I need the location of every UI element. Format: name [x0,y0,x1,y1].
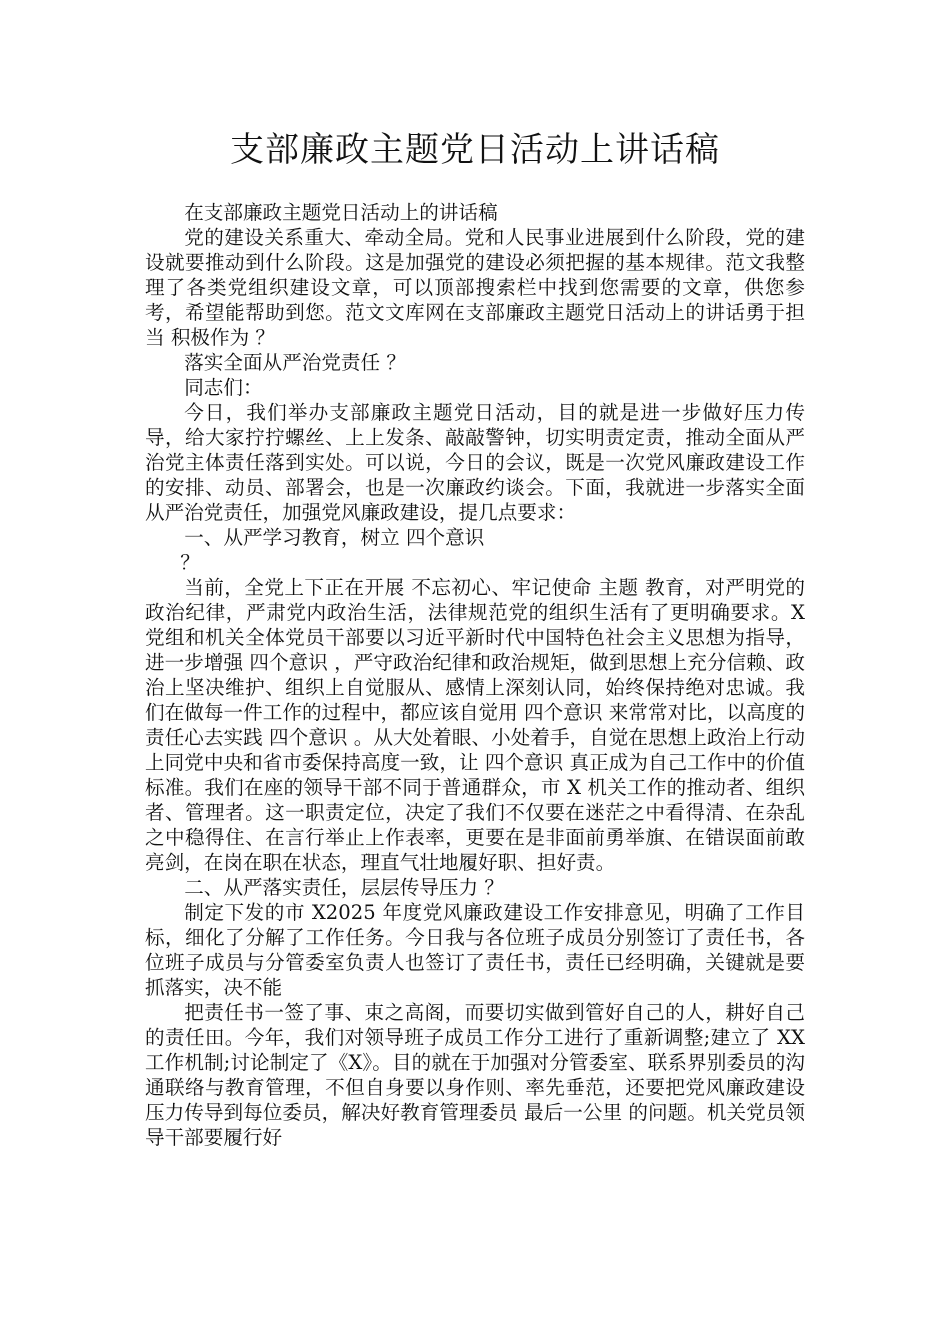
paragraph-opening: 今日，我们举办支部廉政主题党日活动，目的就是进一步做好压力传导，给大家拧拧螺丝、上上发条、敲敲警钟，切实明责定责，推动全面从严治党主体责任落到实处。可以说，今日的会议，既是一次党风廉政建设工作的安排、动员、部署会，也是一次廉政约谈会。下面，我就进一步落实全面从严治党责任，加强党风廉政建设，提几点要求： [145,401,805,524]
paragraph-section-2b: 把责任书一签了事、束之高阁，而要切实做到管好自己的人，耕好自己的责任田。今年，我们对领导班子成员工作分工进行了重新调整;建立了 XX 工作机制;讨论制定了《X》。目的就在于加强对分管委室、联系界别委员的沟通联络与教育管理，不但自身要以身作则、率先垂范，还要把党风廉政建设压力传导到每位委员，解决好教育管理委员 最后一公里 的问题。机关党员领导干部要履行好 [145,1001,805,1149]
paragraph-section-2a: 制定下发的市 X2025 年度党风廉政建设工作安排意见，明确了工作目标，细化了分解了工作任务。今日我与各位班子成员分别签订了责任书，各位班子成员与分管委室负责人也签订了责任书，责任已经明确，关键就是要抓落实，决不能 [145,901,805,999]
paragraph-intro: 党的建设关系重大、牵动全局。党和人民事业进展到什么阶段，党的建设就要推动到什么阶段。这是加强党的建设必须把握的基本规律。范文我整理了各类党组织建设文章，可以顶部搜索栏中找到您需要的文章，供您参考，希望能帮助到您。范文文库网在支部廉政主题党日活动上的讲话勇于担当 积极作为 ？ [145,226,805,349]
document-body [145,200,805,1150]
paragraph-subtitle: 在支部廉政主题党日活动上的讲话稿 [184,201,498,224]
section-heading-1-mark: ？ [180,551,200,574]
document-title: 支部廉政主题党日活动上讲话稿 [230,130,720,170]
paragraph-salutation: 同志们： [184,376,263,399]
paragraph-heading-main: 落实全面从严治党责任 ？ [184,351,406,374]
section-heading-2: 二、从严落实责任，层层传导压力 ？ [184,876,504,899]
paragraph-section-1: 当前，全党上下正在开展 不忘初心、牢记使命 主题 教育，对严明党的政治纪律，严肃党内政治生活，法律规范党的组织生活有了更明确要求。X 党组和机关全体党员干部要以习近平新时代中国特色社会主义思想为指导，进一步增强 四个意识 ，严守政治纪律和政治规矩，做到思想上充分信赖、政治上坚决维护、组织上自觉服从、感情上深刻认同，始终保持绝对忠诚。我们在做每一件工作的过程中，都应该自觉用 四个意识 来常常对比，以高度的责任心去实践 四个意识 。从大处着眼、小处着手，自觉在思想上政治上行动上同党中央和省市委保持高度一致，让 四个意识 真正成为自己工作中的价值标准。我们在座的领导干部不同于普通群众，市 X 机关工作的推动者、组织者、管理者。这一职责定位，决定了我们不仅要在迷茫之中看得清、在杂乱之中稳得住、在言行举止上作表率，更要在是非面前勇举旗、在错误面前敢亮剑，在岗在职在状态，理直气壮地履好职、担好责。 [145,576,805,874]
section-heading-1: 一、从严学习教育，树立 四个意识 [184,526,485,549]
